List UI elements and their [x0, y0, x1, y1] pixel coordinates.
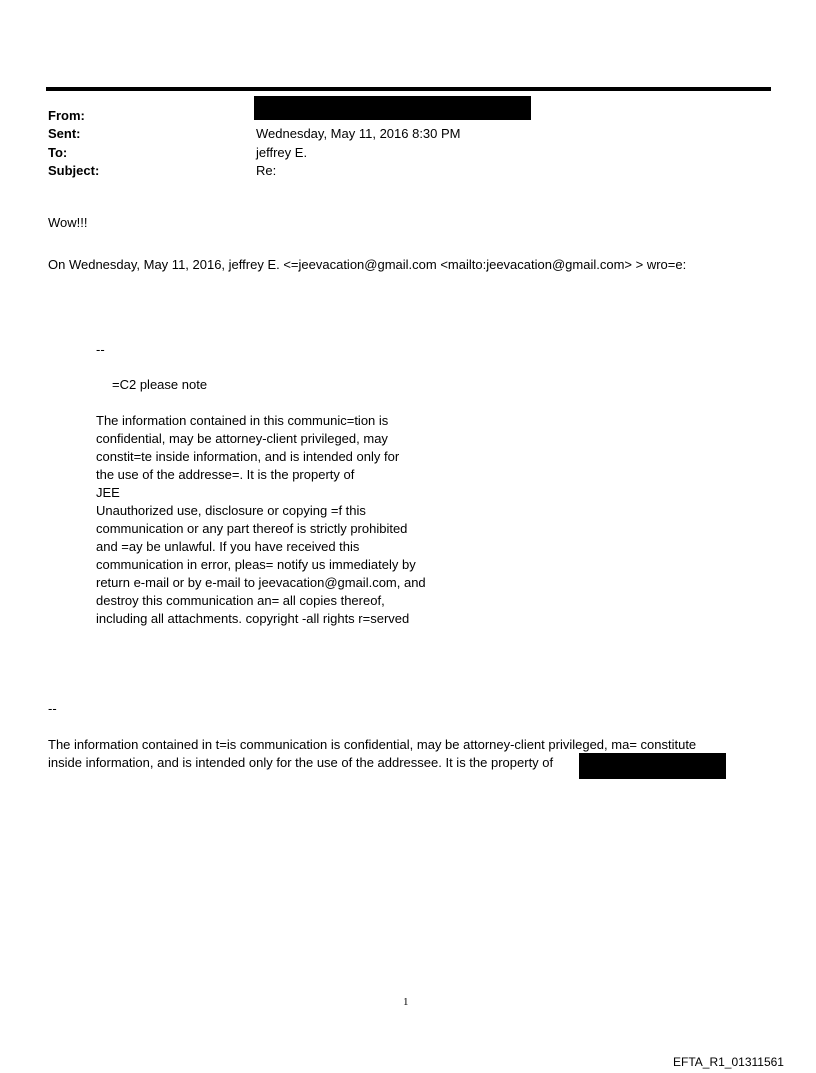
- disclaimer-line: The information contained in t=is communication is confidential, may be attorney-client privileged, ma= constitute: [48, 737, 697, 752]
- header-rule: [46, 87, 771, 91]
- to-value: jeffrey E.: [256, 145, 308, 160]
- quote-intro: On Wednesday, May 11, 2016, jeffrey E. <=jeevacation@gmail.com <mailto:jeevacation@gmail.com> > wro=e:: [48, 257, 687, 272]
- greeting: Wow!!!: [48, 215, 88, 230]
- sent-value: Wednesday, May 11, 2016 8:30 PM: [256, 126, 461, 141]
- quoted-disclaimer-line: communication or any part thereof is strictly prohibited: [96, 521, 408, 536]
- quoted-disclaimer-line: destroy this communication an= all copies thereof,: [96, 593, 385, 608]
- page-number: 1: [403, 996, 409, 1008]
- quoted-disclaimer-line: The information contained in this communic=tion is: [96, 413, 389, 428]
- quoted-disclaimer-line: confidential, may be attorney-client privileged, may: [96, 431, 388, 446]
- please-note: =C2 please note: [112, 377, 208, 392]
- subject-label: Subject:: [48, 163, 100, 178]
- quoted-separator: --: [96, 342, 105, 357]
- quoted-disclaimer-line: communication in error, pleas= notify us immediately by: [96, 557, 416, 572]
- quoted-disclaimer-line: Unauthorized use, disclosure or copying =f this: [96, 503, 366, 518]
- from-label: From:: [48, 108, 85, 123]
- quoted-disclaimer-line: and =ay be unlawful. If you have received this: [96, 539, 360, 554]
- quoted-disclaimer-line: the use of the addresse=. It is the property of: [96, 467, 355, 482]
- property-redaction: [579, 753, 726, 779]
- bates-id: EFTA_R1_01311561: [673, 1055, 784, 1069]
- quoted-disclaimer-line: return e-mail or by e-mail to jeevacation@gmail.com, and: [96, 575, 426, 590]
- sent-label: Sent:: [48, 126, 81, 141]
- quoted-disclaimer-line: constit=te inside information, and is intended only for: [96, 449, 400, 464]
- disclaimer-line: inside information, and is intended only for the use of the addressee. It is the property of: [48, 755, 554, 770]
- subject-value: Re:: [256, 163, 277, 178]
- signature-separator: --: [48, 701, 57, 716]
- to-label: To:: [48, 145, 68, 160]
- from-redaction: [254, 96, 531, 120]
- quoted-disclaimer-line: JEE: [96, 485, 120, 500]
- quoted-disclaimer-line: including all attachments. copyright -all rights r=served: [96, 611, 410, 626]
